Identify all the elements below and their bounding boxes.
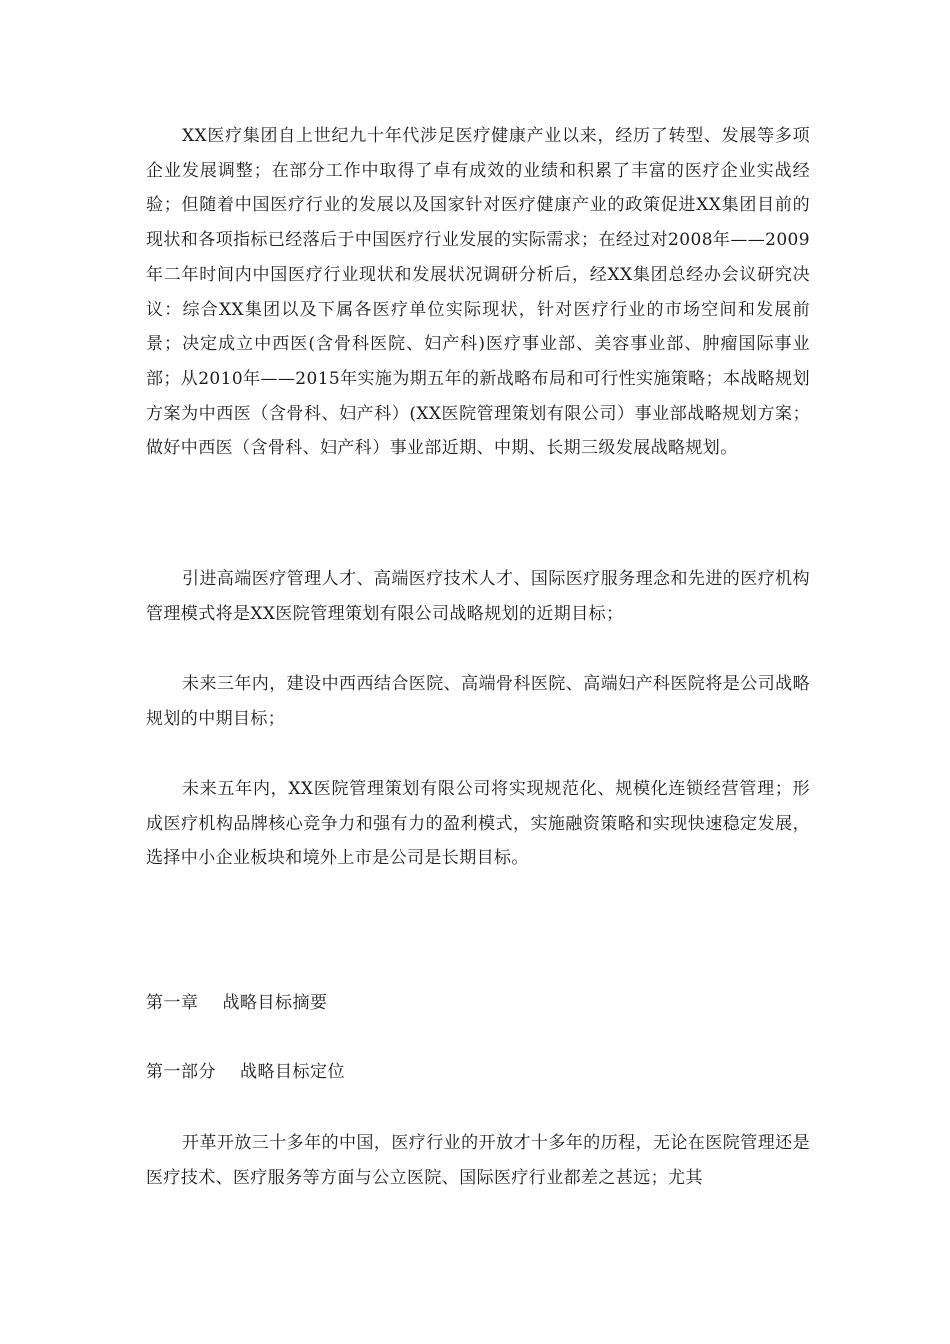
intro-paragraph: XX医疗集团自上世纪九十年代涉足医疗健康产业以来，经历了转型、发展等多项企业发展调整；在部分工作中取得了卓有成效的业绩和积累了丰富的医疗企业实战经验；但随着中国医疗行业的发展以及国家针对医疗健康产业的政策促进XX集团目前的现状和各项指标已经落后于中国医疗行业发展的实际需求；在经过对2008年——2009年二年时间内中国医疗行业现状和发展状况调研分析后，经XX集团总经办会议研究决议：综合XX集团以及下属各医疗单位实际现状，针对医疗行业的市场空间和发展前景；决定成立中西医(含骨科医院、妇产科)医疗事业部、美容事业部、肿瘤国际事业部；从2010年——2015年实施为期五年的新战略布局和可行性实施策略；本战略规划方案为中西医（含骨科、妇产科）(XX医院管理策划有限公司）事业部战略规划方案；做好中西医（含骨科、妇产科）事业部近期、中期、长期三级发展战略规划。 — [146, 126, 810, 459]
chapter-title: 战略目标摘要 — [222, 993, 328, 1013]
section-heading — [146, 1058, 345, 1086]
mid-term-goal-paragraph: 未来三年内，建设中西西结合医院、高端骨科医院、高端妇产科医院将是公司战略规划的中期目标； — [146, 674, 810, 729]
chapter-heading — [146, 989, 328, 1017]
near-term-goal-paragraph: 引进高端医疗管理人才、高端医疗技术人才、国际医疗服务理念和先进的医疗机构管理模式将是XX医院管理策划有限公司战略规划的近期目标； — [146, 569, 810, 624]
section-paragraph: 开革开放三十多年的中国，医疗行业的开放才十多年的历程，无论在医院管理还是医疗技术、医疗服务等方面与公立医院、国际医疗行业都差之甚远；尤其 — [146, 1133, 810, 1188]
section-title: 战略目标定位 — [240, 1062, 345, 1082]
long-term-goal-paragraph: 未来五年内，XX医院管理策划有限公司将实现规范化、规模化连锁经营管理；形成医疗机构品牌核心竞争力和强有力的盈利模式，实施融资策略和实现快速稳定发展，选择中小企业板块和境外上市是公司是长期目标。 — [146, 779, 810, 869]
chapter-number: 第一章 — [146, 993, 199, 1013]
section-number: 第一部分 — [146, 1062, 216, 1082]
